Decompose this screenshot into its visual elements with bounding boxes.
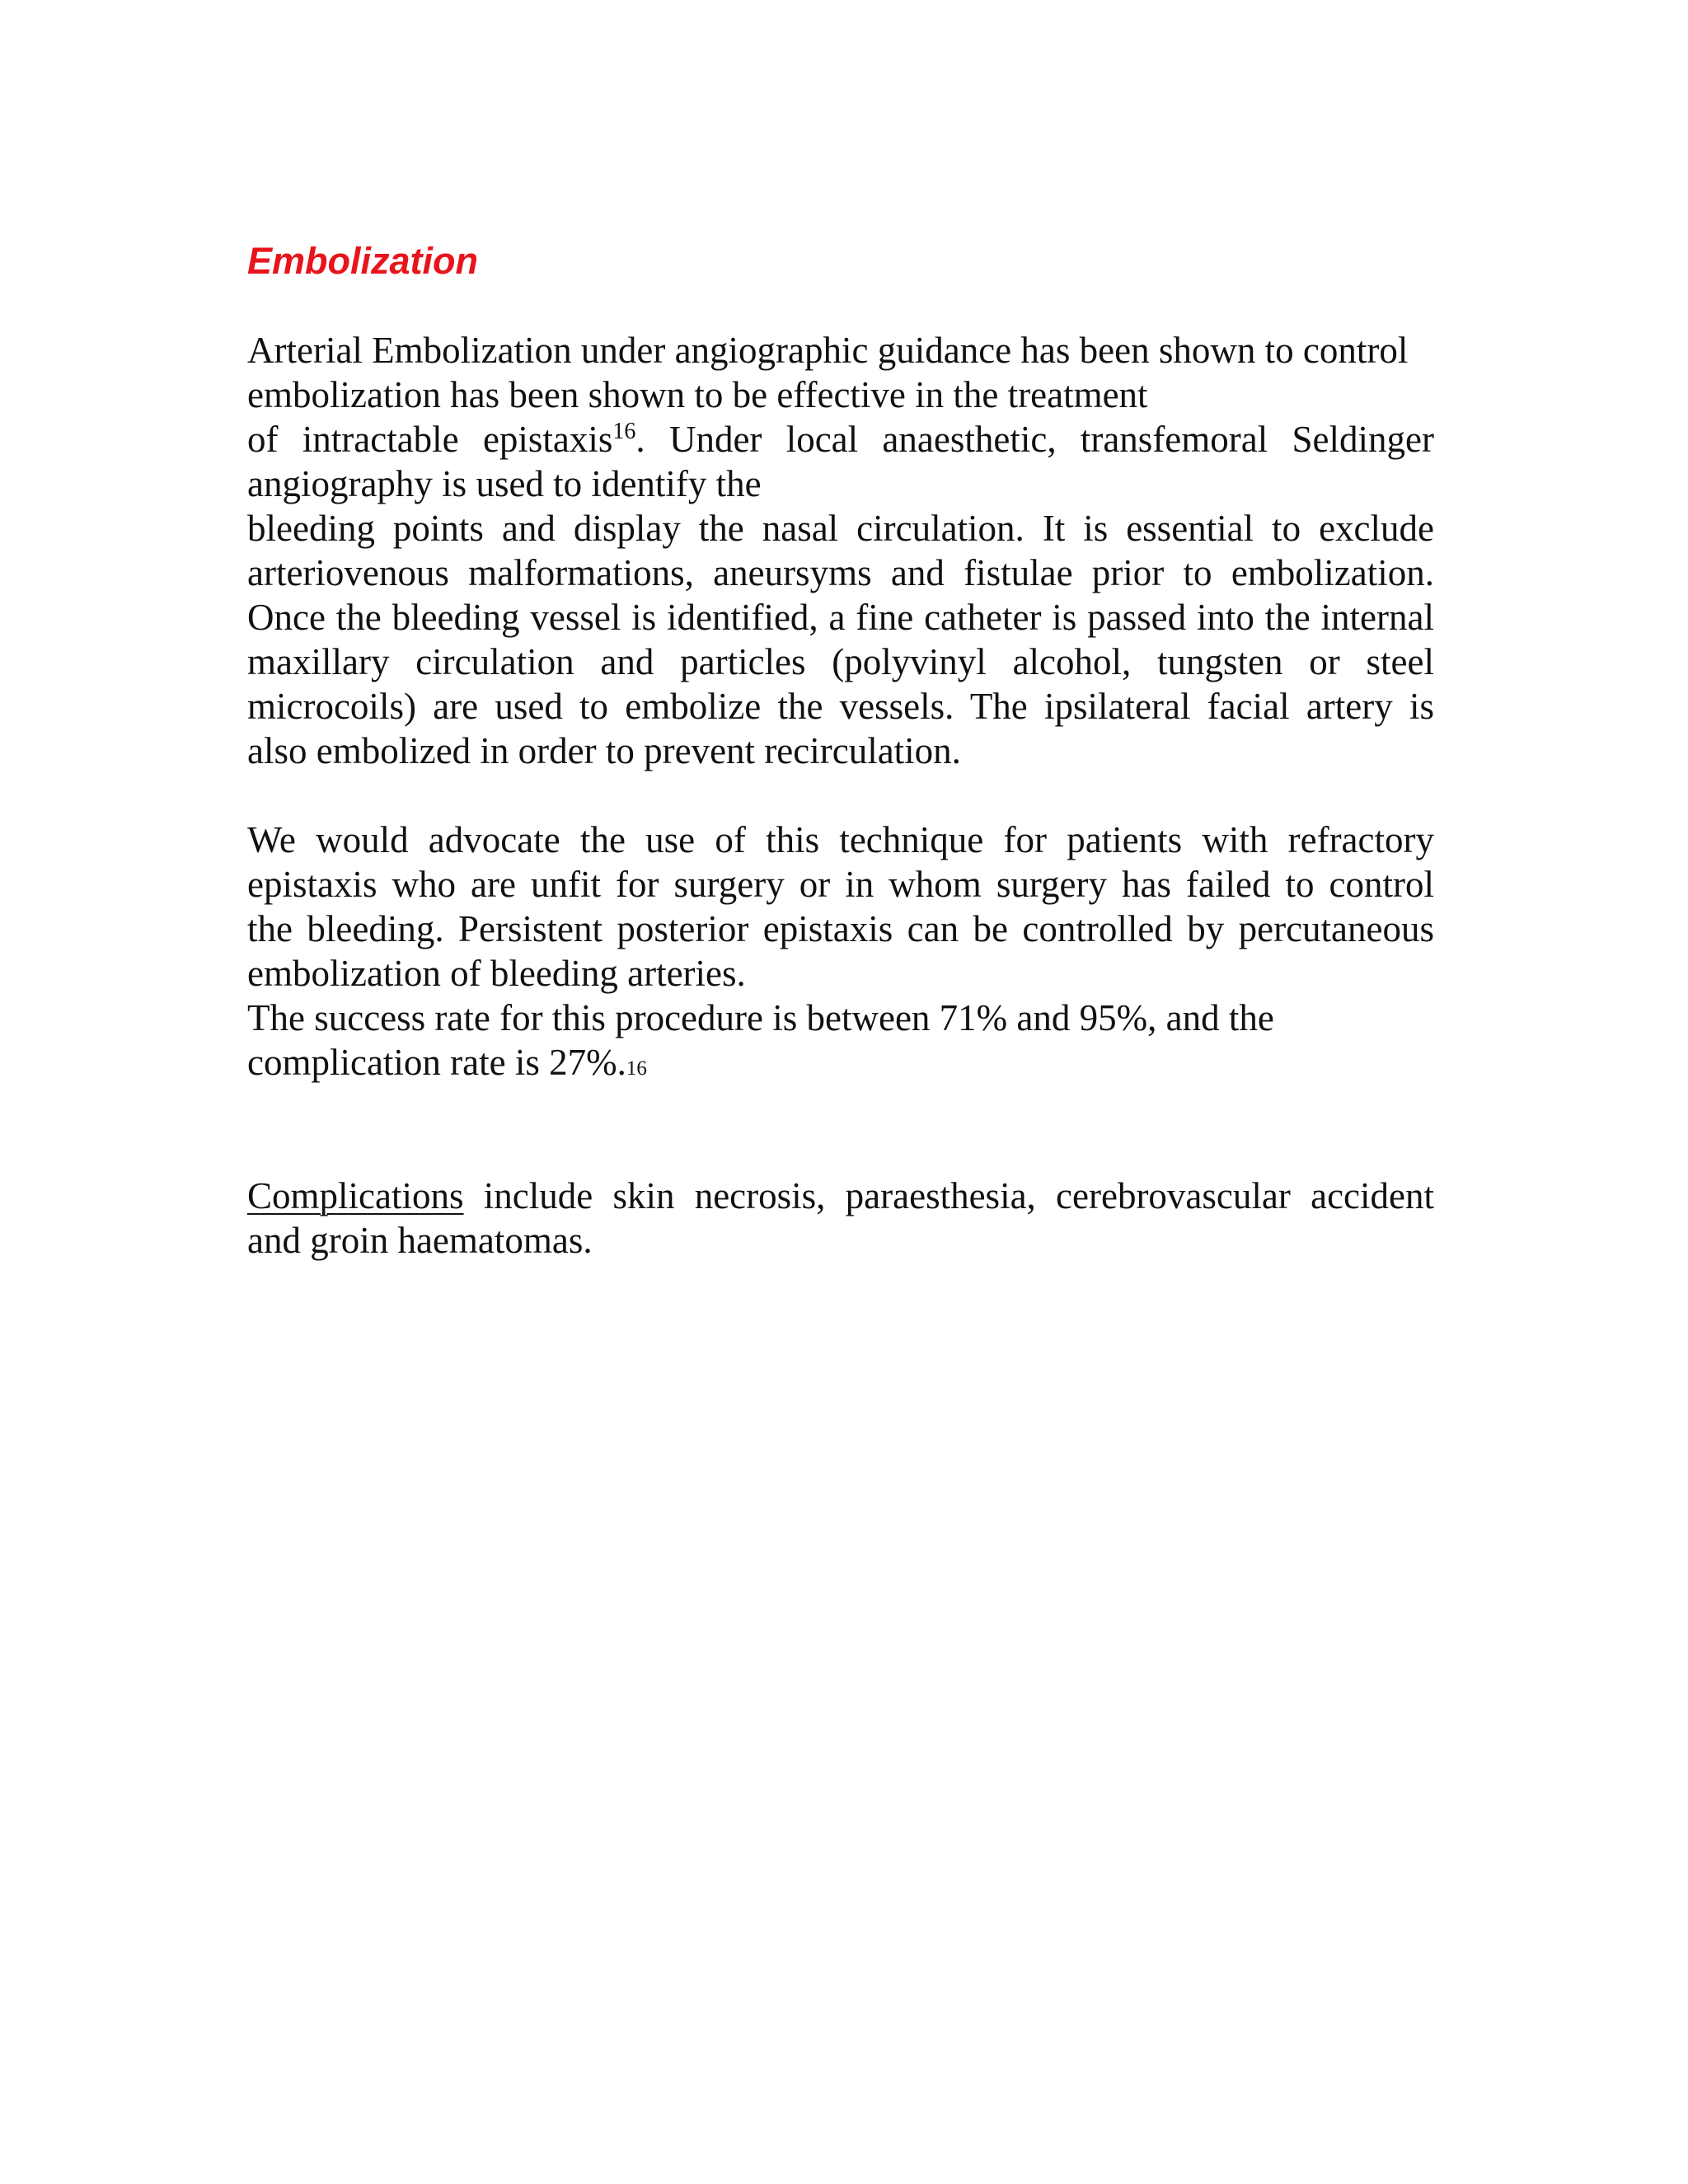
paragraph-line: embolization of bleeding arteries. xyxy=(247,953,746,994)
paragraph-spacer xyxy=(247,1085,1434,1174)
paragraph-line: The success rate for this procedure is between 71% and 95%, and the xyxy=(247,997,1274,1038)
paragraph-line: Once the bleeding vessel is identified, a fine catheter is passed into the internal xyxy=(247,597,1434,638)
paragraph-line: and groin haematomas. xyxy=(247,1220,593,1261)
paragraph-line xyxy=(247,1174,1434,1218)
paragraph-line: also embolized in order to prevent recirculation. xyxy=(247,730,961,771)
text-run: . Under local anaesthetic, transfemoral Seldinger xyxy=(635,419,1434,460)
reference-number: 16 xyxy=(626,1057,647,1080)
paragraph-line: Arterial Embolization under angiographic guidance has been shown to control xyxy=(247,330,1409,371)
reference-superscript: 16 xyxy=(612,419,636,444)
paragraph-line: microcoils) are used to embolize the vessels. The ipsilateral facial artery is xyxy=(247,686,1434,727)
text-run: of intractable epistaxis xyxy=(247,419,613,460)
paragraph-advocacy xyxy=(247,818,1434,1085)
text-run: include skin necrosis, paraesthesia, cerebrovascular accident xyxy=(463,1175,1434,1216)
paragraph-line xyxy=(247,1040,1434,1085)
paragraph-line: the bleeding. Persistent posterior epistaxis can be controlled by percutaneous xyxy=(247,908,1434,949)
paragraph-complications xyxy=(247,1174,1434,1263)
paragraph-line: We would advocate the use of this technique for patients with refractory xyxy=(247,819,1434,860)
complications-label: Complications xyxy=(247,1175,464,1216)
paragraph-arterial-embolization xyxy=(247,328,1434,773)
paragraph-line: bleeding points and display the nasal circulation. It is essential to exclude xyxy=(247,508,1434,549)
document-body xyxy=(247,239,1434,1263)
paragraph-line xyxy=(247,417,1434,462)
paragraph-line: angiography is used to identify the xyxy=(247,463,762,504)
paragraph-line: embolization has been shown to be effective in the treatment xyxy=(247,374,1148,415)
paragraph-line: epistaxis who are unfit for surgery or in whom surgery has failed to control xyxy=(247,864,1434,905)
text-run: complication rate is 27%. xyxy=(247,1042,626,1083)
paragraph-line: arteriovenous malformations, aneursyms and fistulae prior to embolization. xyxy=(247,552,1434,593)
paragraph-line: maxillary circulation and particles (polyvinyl alcohol, tungsten or steel xyxy=(247,641,1434,682)
section-heading: Embolization xyxy=(247,240,478,282)
paragraph-spacer xyxy=(247,773,1434,818)
